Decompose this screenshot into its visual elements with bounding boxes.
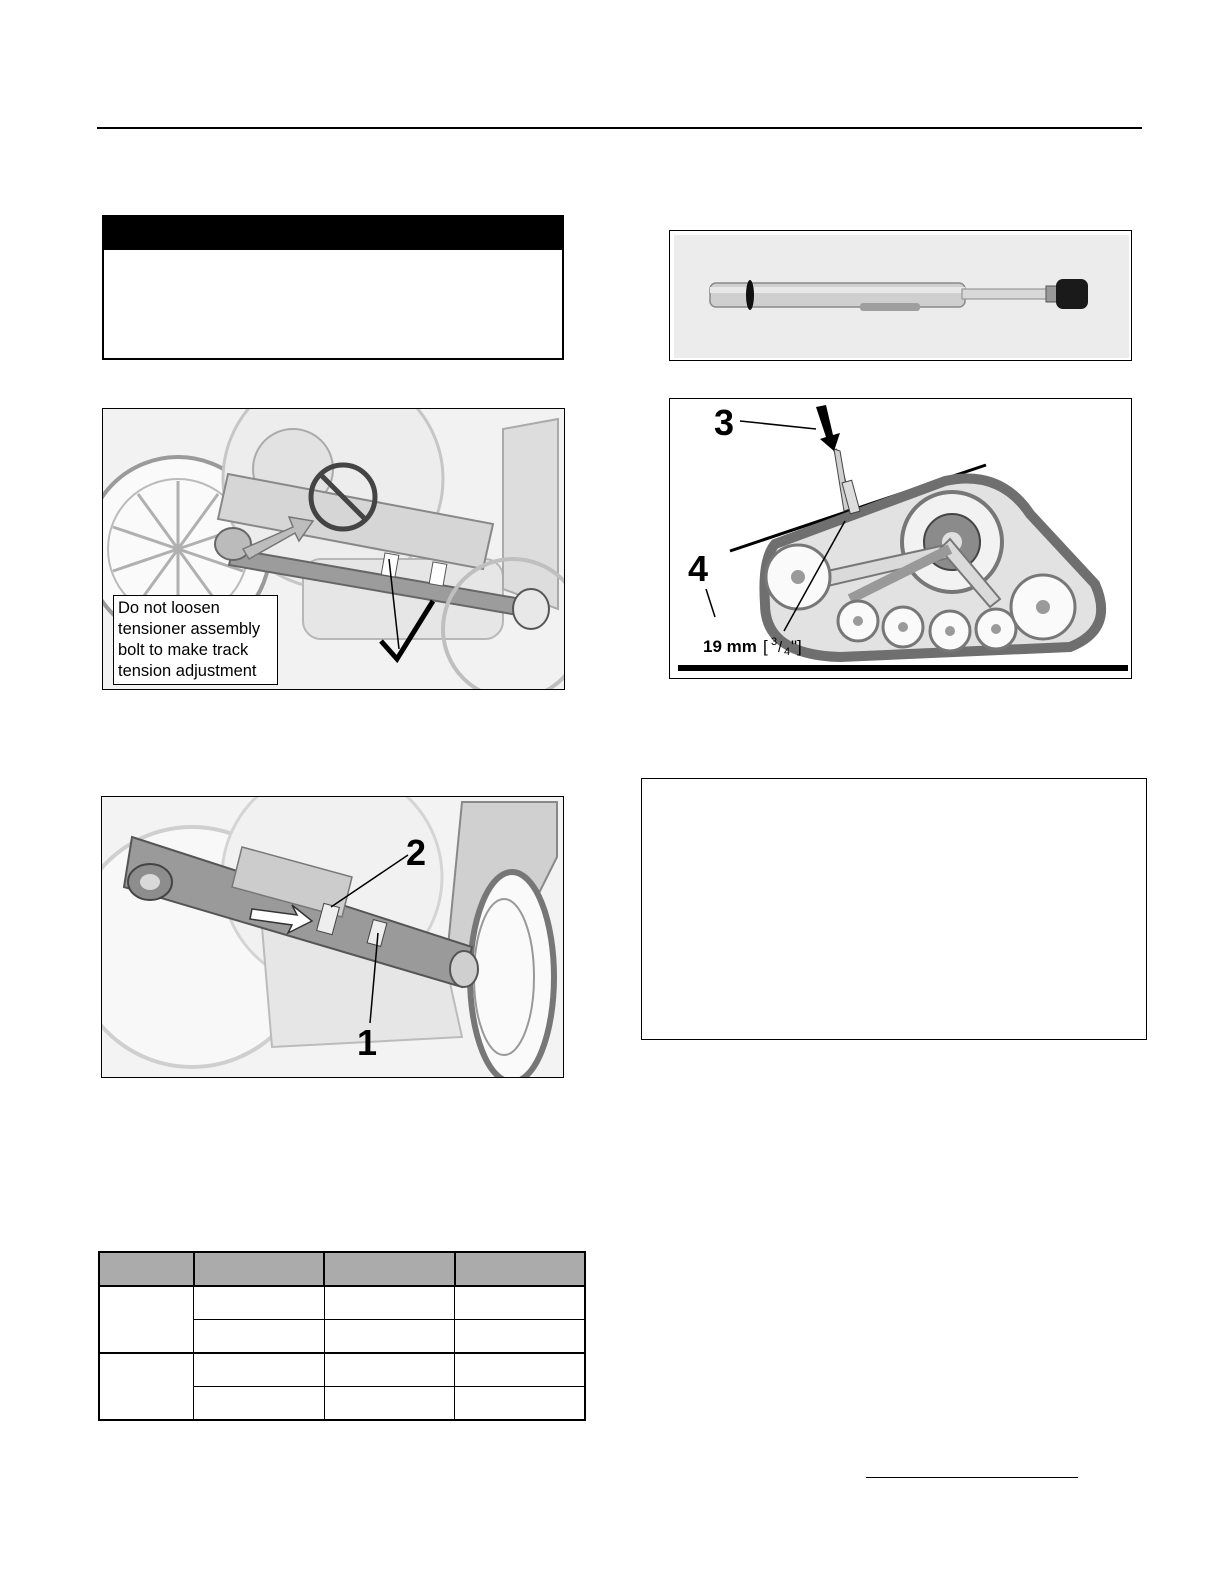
track-deflection-diagram bbox=[670, 399, 1132, 679]
table-cell bbox=[455, 1320, 585, 1354]
measurement-fraction-num: 3 bbox=[771, 636, 778, 648]
tension-gauge-photo bbox=[670, 231, 1132, 361]
table-header-cell bbox=[455, 1252, 585, 1286]
warning-header-bar bbox=[104, 217, 562, 250]
spec-table bbox=[98, 1251, 586, 1421]
table-cell bbox=[324, 1320, 454, 1354]
measurement-value: 19 mm bbox=[703, 637, 757, 656]
figure-tensioner-caution bbox=[102, 408, 565, 690]
label-1: 1 bbox=[357, 1022, 378, 1063]
table-row bbox=[99, 1286, 585, 1320]
table-cell bbox=[194, 1320, 324, 1354]
rear-idler-wheel bbox=[470, 872, 554, 1078]
figure-track-deflection bbox=[669, 398, 1132, 679]
measurement-fraction-slash: / bbox=[778, 639, 783, 656]
figure-tension-gauge bbox=[669, 230, 1132, 361]
table-header-cell bbox=[99, 1252, 194, 1286]
table-header-row bbox=[99, 1252, 585, 1286]
table-cell-group bbox=[99, 1353, 194, 1420]
footer-rule bbox=[866, 1477, 1078, 1478]
callout-line: tensioner assembly bbox=[118, 620, 261, 638]
measurement-fraction-den: 4 bbox=[784, 646, 791, 658]
measurement-bracket-close: "] bbox=[791, 637, 802, 656]
label-4: 4 bbox=[688, 548, 709, 589]
table-cell bbox=[194, 1353, 324, 1387]
table-cell-group bbox=[99, 1286, 194, 1353]
label-2: 2 bbox=[406, 832, 427, 873]
table-row bbox=[99, 1353, 585, 1387]
table-cell bbox=[324, 1353, 454, 1387]
callout-line: Do not loosen bbox=[118, 599, 220, 617]
label-3: 3 bbox=[714, 402, 735, 443]
warning-box bbox=[102, 215, 564, 360]
table-header-cell bbox=[324, 1252, 454, 1286]
caution-callout bbox=[113, 595, 278, 685]
figure-adjuster bbox=[101, 796, 564, 1078]
table-cell bbox=[324, 1387, 454, 1421]
callout-line: bolt to make track bbox=[118, 641, 249, 659]
table-cell bbox=[455, 1387, 585, 1421]
callout-line: tension adjustment bbox=[118, 662, 257, 680]
ground-line bbox=[678, 665, 1128, 671]
table-cell bbox=[194, 1286, 324, 1320]
table-cell bbox=[455, 1353, 585, 1387]
table-cell bbox=[455, 1286, 585, 1320]
measurement-bracket-open: [ bbox=[763, 637, 768, 656]
header-rule bbox=[97, 127, 1142, 129]
note-box bbox=[641, 778, 1147, 1040]
table-cell bbox=[324, 1286, 454, 1320]
table-cell bbox=[194, 1387, 324, 1421]
table-header-cell bbox=[194, 1252, 324, 1286]
adjuster-illustration bbox=[102, 797, 564, 1078]
